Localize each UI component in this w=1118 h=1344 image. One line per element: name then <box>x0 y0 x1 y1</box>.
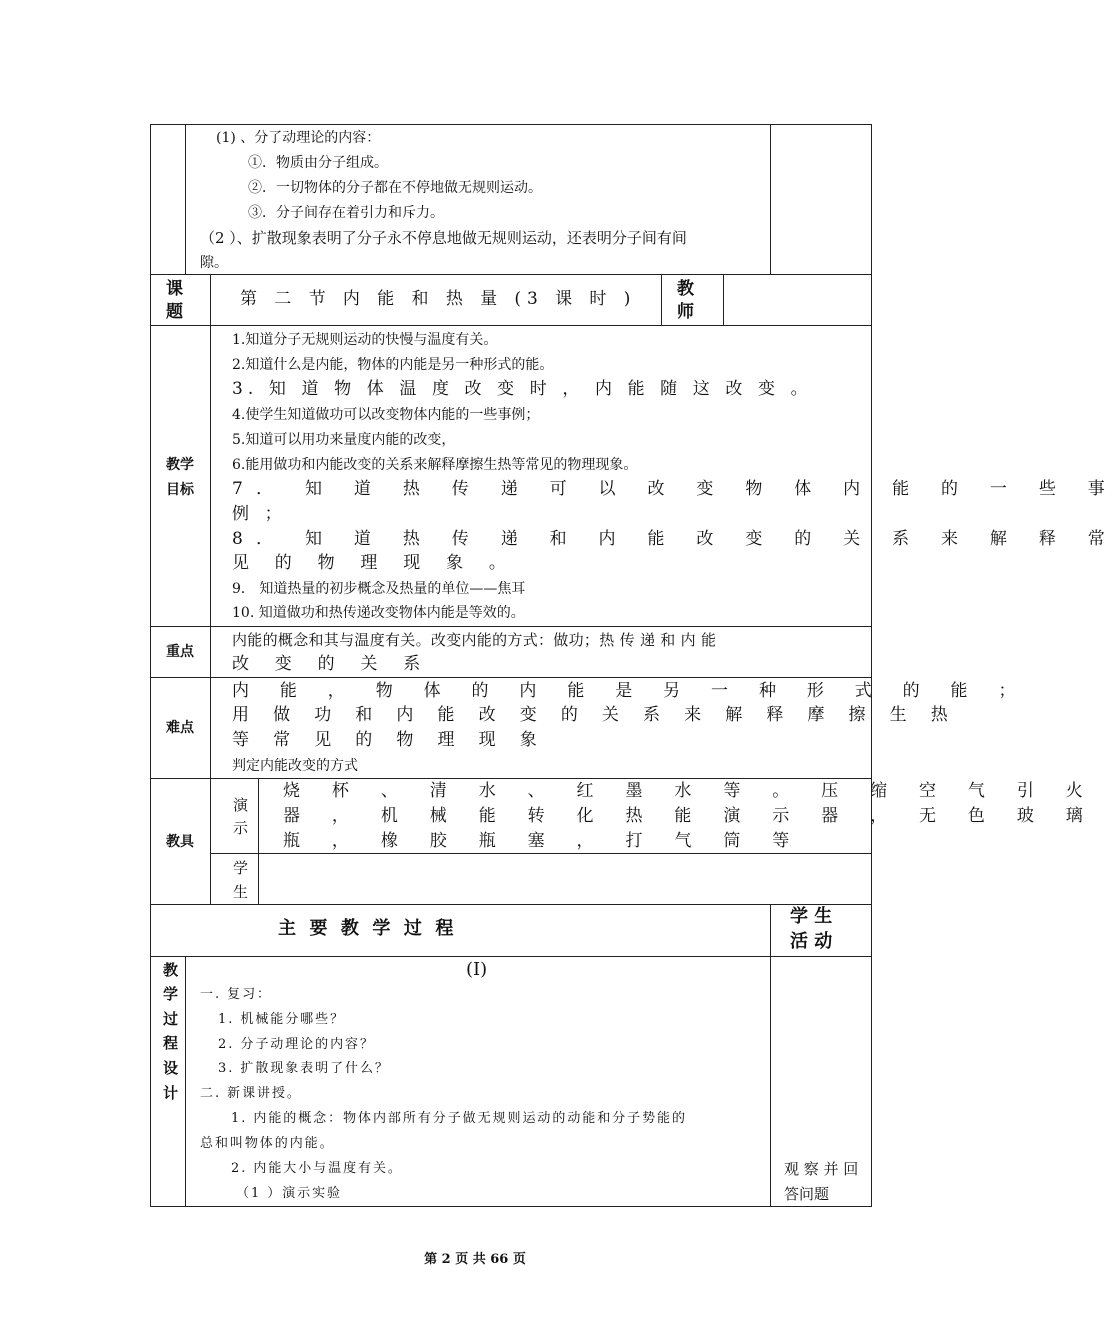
row-label: 难点 <box>166 720 194 736</box>
objective-item: 9． 知道热量的初步概念及热量的单位——焦耳 <box>232 581 526 597</box>
lesson-title: 第 二 节 内 能 和 热 量 (3 课 时 ) <box>240 289 637 309</box>
demo-label: 演 <box>233 796 249 814</box>
side-label: 教 <box>163 961 179 979</box>
table-border <box>661 274 662 326</box>
objective-item: 10. 知道做功和热传递改变物体内能是等效的。 <box>232 605 525 621</box>
row-label: 题 <box>166 302 183 322</box>
objective-item: 3. 知 道 物 体 温 度 改 变 时 ， 内 能 随 这 改 变 。 <box>232 379 813 399</box>
process-line: 3. 扩散现象表明了什么？ <box>218 1061 390 1076</box>
table-border <box>150 677 872 678</box>
difficulty-text: 内 能 ， 物 体 的 内 能 是 另 一 种 形 式 的 能 ； <box>232 681 1029 701</box>
teacher-label: 教 <box>677 279 694 299</box>
student-label: 生 <box>233 883 249 901</box>
process-line: 1. 机械能分哪些？ <box>218 1012 346 1027</box>
process-line: 1. 内能的概念：物体内部所有分子做无规则运动的动能和分子势能的 <box>231 1111 687 1126</box>
objective-item: 5.知道可以用功来量度内能的改变， <box>232 432 456 448</box>
objective-item: 4.使学生知道做功可以改变物体内能的一些事例； <box>232 407 540 423</box>
table-border <box>150 325 872 326</box>
objective-item: 6.能用做功和内能改变的关系来解释摩擦生热等常见的物理现象。 <box>232 457 638 473</box>
text-line: ③．分子间存在着引力和斥力。 <box>248 205 444 221</box>
side-label: 程 <box>163 1034 179 1052</box>
row-label: 教学 <box>166 457 194 473</box>
objective-item: 见 的 物 理 现 象 。 <box>232 553 517 573</box>
table-border <box>723 274 724 326</box>
table-border <box>185 124 186 275</box>
key-point-text: 内能的概念和其与温度有关。改变内能的方式：做功；热 传 递 和 内 能 <box>232 631 717 649</box>
table-border <box>150 274 872 275</box>
row-label: 课 <box>166 279 183 299</box>
key-point-text: 改 变 的 关 系 <box>232 654 431 674</box>
process-title: 主 要 教 学 过 程 <box>278 918 457 939</box>
side-label: 计 <box>163 1084 179 1102</box>
difficulty-text: 等 常 见 的 物 理 现 象 <box>232 730 547 750</box>
equipment-text: 瓶 ， 橡 胶 瓶 塞 ， 打 气 筒 等 <box>283 831 803 851</box>
text-line: (1) 、分了动理论的内容： <box>216 130 381 146</box>
activity-header: 学 生 <box>790 906 833 927</box>
section-heading: (I) <box>466 959 488 980</box>
text-line: ①．物质由分子组成。 <box>248 155 388 171</box>
text-line: （2 ）、扩散现象表明了分子永不停息地做无规则运动，还表明分子间有间 <box>200 229 687 247</box>
process-line: 总和叫物体的内能。 <box>200 1136 335 1151</box>
table-border <box>150 626 872 627</box>
process-line: 二. 新课讲授。 <box>200 1086 302 1101</box>
table-border <box>770 904 771 1207</box>
objective-item: 8． 知 道 热 传 递 和 内 能 改 变 的 关 系 来 解 释 常 <box>232 529 1118 549</box>
process-line: （1 ）演示实验 <box>236 1186 343 1201</box>
side-label: 过 <box>163 1010 179 1028</box>
teacher-label: 师 <box>677 302 694 322</box>
objective-item: 例 ； <box>232 504 287 524</box>
difficulty-text: 用 做 功 和 内 能 改 变 的 关 系 来 解 释 摩 擦 生 热 <box>232 705 958 725</box>
student-label: 学 <box>233 859 249 877</box>
row-label: 教具 <box>166 834 194 850</box>
activity-header: 活 动 <box>790 931 833 952</box>
text-line: 隙。 <box>200 255 228 271</box>
row-label: 重点 <box>166 644 194 660</box>
page-number: 第 2 页 共 66 页 <box>424 1252 526 1267</box>
table-border <box>150 956 872 957</box>
side-label: 学 <box>163 985 179 1003</box>
table-border <box>210 853 872 854</box>
table-border <box>150 124 872 125</box>
table-border <box>150 124 151 1207</box>
table-border <box>150 1206 872 1207</box>
objective-item: 1.知道分子无规则运动的快慢与温度有关。 <box>232 332 498 348</box>
side-label: 设 <box>163 1059 179 1077</box>
process-line: 2. 分子动理论的内容？ <box>218 1037 375 1052</box>
table-border <box>210 274 211 905</box>
text-line: ②．一切物体的分子都在不停地做无规则运动。 <box>248 180 542 196</box>
student-activity: 观 察 并 回 <box>784 1160 859 1178</box>
equipment-text: 烧 杯 、 清 水 、 红 墨 水 等 。 压 缩 空 气 引 火 <box>283 781 1097 801</box>
equipment-text: 器 ， 机 械 能 转 化 热 能 演 示 器 ， 无 色 玻 璃 <box>283 806 1097 826</box>
difficulty-text: 判定内能改变的方式 <box>232 758 358 774</box>
student-activity: 答问题 <box>784 1185 830 1203</box>
row-label: 目标 <box>166 482 194 498</box>
table-border <box>770 124 771 275</box>
objective-item: 7． 知 道 热 传 递 可 以 改 变 物 体 内 能 的 一 些 事 <box>232 479 1118 499</box>
table-border <box>185 956 186 1207</box>
process-line: 一. 复习： <box>200 987 272 1002</box>
objective-item: 2.知道什么是内能，物体的内能是另一种形式的能。 <box>232 357 554 373</box>
table-border <box>258 778 259 905</box>
table-border <box>871 124 872 1207</box>
demo-label: 示 <box>233 819 249 837</box>
process-line: 2. 内能大小与温度有关。 <box>231 1161 403 1176</box>
